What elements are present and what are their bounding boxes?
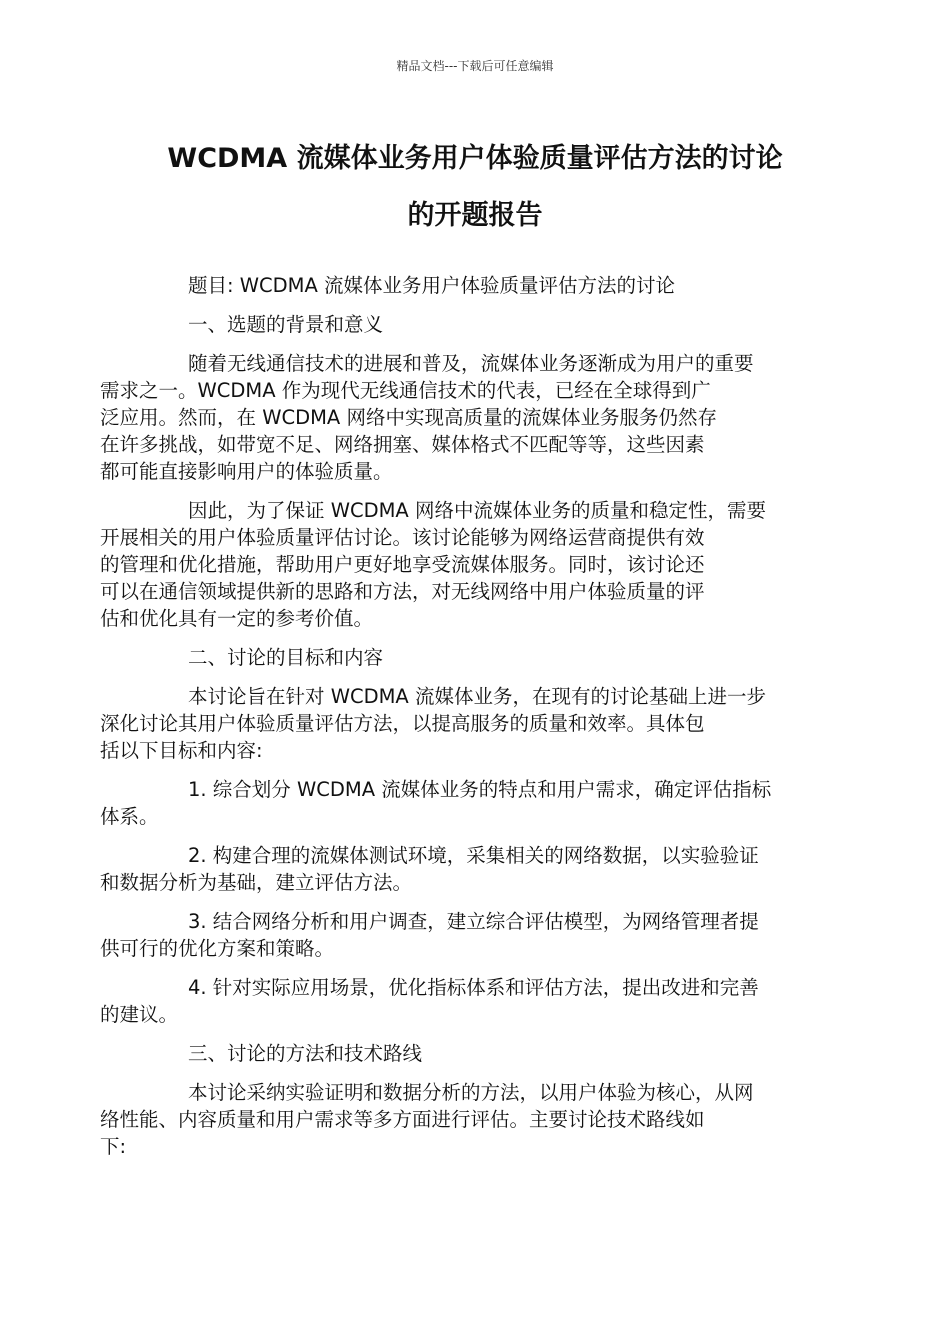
title-line-1: WCDMA 流媒体业务用户体验质量评估方法的讨论: [167, 143, 783, 174]
paragraph: [100, 974, 809, 1028]
header-note: 精品文档---下载后可任意编辑: [396, 59, 554, 73]
text-line: 可以在通信领域提供新的思路和方法，对无线网络中用户体验质量的评: [100, 580, 705, 603]
paragraph: [144, 272, 809, 299]
text-line: 题目: WCDMA 流媒体业务用户体验质量评估方法的讨论: [188, 274, 676, 297]
title-line-2: 的开题报告: [407, 200, 543, 231]
paragraph: [100, 1079, 809, 1160]
document-body: [100, 272, 809, 1172]
text-line: 和数据分析为基础，建立评估方法。: [100, 871, 413, 894]
paragraph: [100, 908, 809, 962]
text-line: 本讨论旨在针对 WCDMA 流媒体业务，在现有的讨论基础上进一步: [188, 685, 766, 708]
text-line: 估和优化具有一定的参考价值。: [100, 607, 374, 630]
text-line: 体系。: [100, 805, 159, 828]
text-line: 3. 结合网络分析和用户调查，建立综合评估模型，为网络管理者提: [188, 910, 759, 933]
paragraph: [100, 842, 809, 896]
text-line: 都可能直接影响用户的体验质量。: [100, 460, 393, 483]
document-title: [120, 130, 830, 244]
text-line: 在许多挑战，如带宽不足、网络拥塞、媒体格式不匹配等等，这些因素: [100, 433, 705, 456]
paragraph: [100, 776, 809, 830]
paragraph: [144, 311, 809, 338]
text-line: 括以下目标和内容:: [100, 739, 263, 762]
text-line: 的建议。: [100, 1003, 179, 1026]
paragraph: [144, 644, 809, 671]
text-line: 二、讨论的目标和内容: [188, 646, 384, 669]
text-line: 络性能、内容质量和用户需求等多方面进行评估。主要讨论技术路线如: [100, 1108, 705, 1131]
paragraph: [100, 350, 809, 485]
text-line: 深化讨论其用户体验质量评估方法，以提高服务的质量和效率。具体包: [100, 712, 705, 735]
text-line: 1. 综合划分 WCDMA 流媒体业务的特点和用户需求，确定评估指标: [188, 778, 772, 801]
text-line: 泛应用。然而，在 WCDMA 网络中实现高质量的流媒体业务服务仍然存: [100, 406, 717, 429]
text-line: 因此，为了保证 WCDMA 网络中流媒体业务的质量和稳定性，需要: [188, 499, 766, 522]
text-line: 一、选题的背景和意义: [188, 313, 384, 336]
text-line: 需求之一。WCDMA 作为现代无线通信技术的代表，已经在全球得到广: [100, 379, 711, 402]
text-line: 的管理和优化措施，帮助用户更好地享受流媒体服务。同时，该讨论还: [100, 553, 705, 576]
text-line: 随着无线通信技术的进展和普及，流媒体业务逐渐成为用户的重要: [188, 352, 754, 375]
paragraph: [100, 497, 809, 632]
text-line: 开展相关的用户体验质量评估讨论。该讨论能够为网络运营商提供有效: [100, 526, 705, 549]
text-line: 供可行的优化方案和策略。: [100, 937, 335, 960]
text-line: 2. 构建合理的流媒体测试环境，采集相关的网络数据，以实验验证: [188, 844, 759, 867]
text-line: 4. 针对实际应用场景，优化指标体系和评估方法，提出改进和完善: [188, 976, 759, 999]
paragraph: [144, 1040, 809, 1067]
paragraph: [100, 683, 809, 764]
text-line: 三、讨论的方法和技术路线: [188, 1042, 423, 1065]
text-line: 本讨论采纳实验证明和数据分析的方法，以用户体验为核心，从网: [188, 1081, 754, 1104]
text-line: 下:: [100, 1135, 127, 1158]
